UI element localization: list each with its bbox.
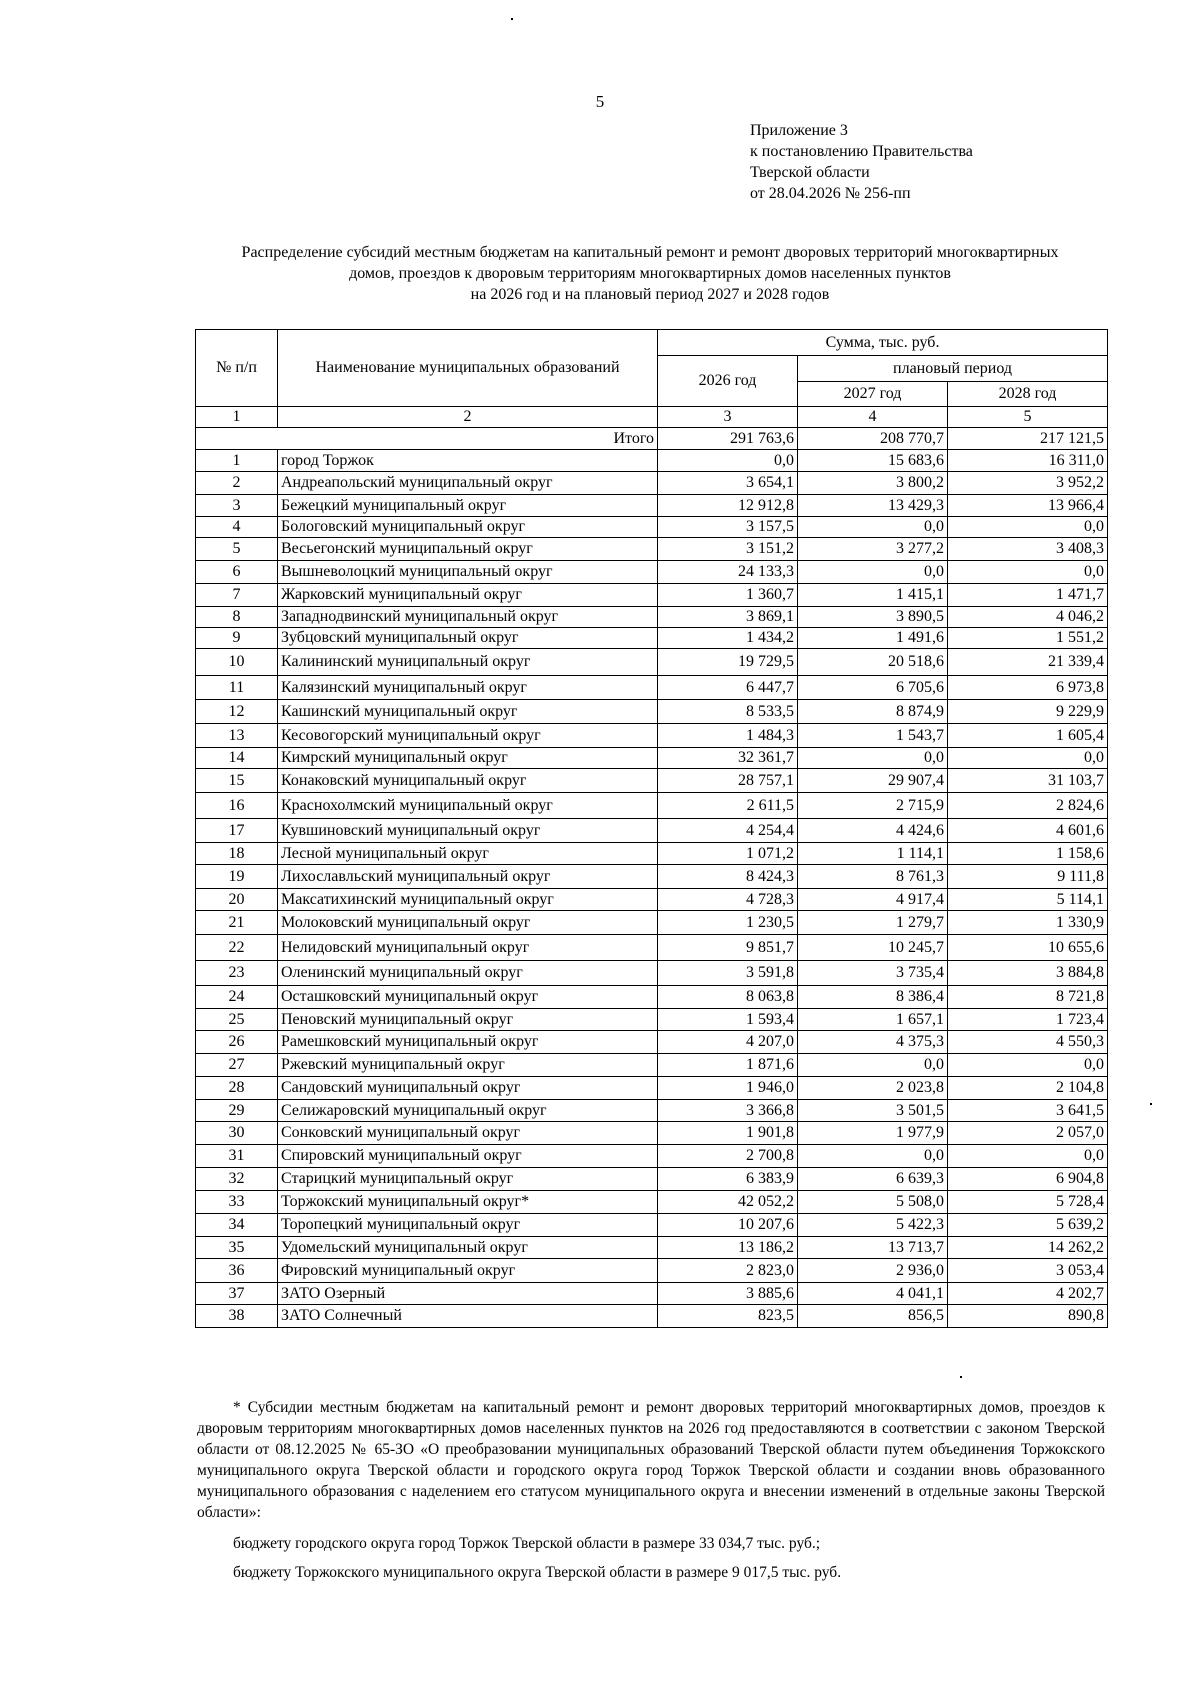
column-number: 2 — [278, 407, 658, 428]
header-name: Наименование муниципальных образований — [278, 330, 658, 407]
table-row — [196, 1145, 1108, 1168]
row-name: Рамешковский муниципальный округ — [278, 1031, 658, 1054]
row-value-2028: 3 408,3 — [948, 538, 1108, 561]
row-value-2028: 3 952,2 — [948, 472, 1108, 495]
row-number: 37 — [196, 1283, 278, 1305]
row-value-2027: 4 917,4 — [798, 889, 948, 911]
row-value-2028: 5 728,4 — [948, 1191, 1108, 1214]
table-body — [196, 428, 1108, 1328]
row-number: 12 — [196, 700, 278, 724]
row-value-2026: 2 823,0 — [658, 1259, 798, 1283]
row-name: Вышневолоцкий муниципальный округ — [278, 561, 658, 584]
row-number: 4 — [196, 517, 278, 538]
row-value-2026: 2 700,8 — [658, 1145, 798, 1168]
row-value-2028: 0,0 — [948, 1054, 1108, 1077]
row-name: Сонковский муниципальный округ — [278, 1122, 658, 1145]
row-value-2027: 1 657,1 — [798, 1009, 948, 1031]
row-name: ЗАТО Солнечный — [278, 1305, 658, 1328]
row-value-2028: 1 723,4 — [948, 1009, 1108, 1031]
title-line: домов, проездов к дворовым территориям многоквартирных домов населенных пунктов — [349, 265, 951, 282]
table-row — [196, 793, 1108, 819]
row-name: Нелидовский муниципальный округ — [278, 935, 658, 961]
row-value-2028: 890,8 — [948, 1305, 1108, 1328]
row-value-2027: 29 907,4 — [798, 769, 948, 793]
header-2027: 2027 год — [798, 382, 948, 407]
row-value-2028: 0,0 — [948, 1145, 1108, 1168]
table-row — [196, 1077, 1108, 1100]
row-value-2028: 2 057,0 — [948, 1122, 1108, 1145]
table-row — [196, 1054, 1108, 1077]
row-value-2028: 3 053,4 — [948, 1259, 1108, 1283]
page-number: 5 — [595, 92, 605, 111]
row-name: Жарковский муниципальный округ — [278, 584, 658, 607]
row-value-2026: 6 383,9 — [658, 1168, 798, 1191]
scan-speck — [511, 18, 513, 20]
header-2026: 2026 год — [658, 356, 798, 407]
row-value-2028: 1 551,2 — [948, 628, 1108, 649]
row-name: Андреапольский муниципальный округ — [278, 472, 658, 495]
row-name: Лихославльский муниципальный округ — [278, 865, 658, 889]
row-value-2028: 1 605,4 — [948, 724, 1108, 748]
appendix-line: Тверской области — [750, 164, 870, 181]
table-row — [196, 584, 1108, 607]
row-name: Зубцовский муниципальный округ — [278, 628, 658, 649]
row-value-2027: 10 245,7 — [798, 935, 948, 961]
row-value-2027: 0,0 — [798, 1145, 948, 1168]
row-value-2026: 2 611,5 — [658, 793, 798, 819]
row-number: 10 — [196, 649, 278, 676]
row-number: 34 — [196, 1214, 278, 1237]
row-name: Бежецкий муниципальный округ — [278, 495, 658, 517]
row-value-2027: 3 800,2 — [798, 472, 948, 495]
row-number: 2 — [196, 472, 278, 495]
column-number-row — [196, 407, 1108, 428]
table-row — [196, 724, 1108, 748]
table-row — [196, 935, 1108, 961]
row-name: Кесовогорский муниципальный округ — [278, 724, 658, 748]
total-2028: 217 121,5 — [948, 428, 1108, 450]
row-value-2028: 1 330,9 — [948, 911, 1108, 935]
row-value-2027: 13 713,7 — [798, 1237, 948, 1259]
row-name: Конаковский муниципальный округ — [278, 769, 658, 793]
row-value-2027: 3 735,4 — [798, 961, 948, 986]
table-row — [196, 1122, 1108, 1145]
row-number: 29 — [196, 1100, 278, 1122]
row-name: Удомельский муниципальный округ — [278, 1237, 658, 1259]
row-value-2026: 3 366,8 — [658, 1100, 798, 1122]
row-value-2027: 8 761,3 — [798, 865, 948, 889]
row-name: Максатихинский муниципальный округ — [278, 889, 658, 911]
row-value-2027: 6 705,6 — [798, 676, 948, 700]
row-number: 23 — [196, 961, 278, 986]
row-value-2026: 1 593,4 — [658, 1009, 798, 1031]
row-value-2028: 3 641,5 — [948, 1100, 1108, 1122]
row-name: Бологовский муниципальный округ — [278, 517, 658, 538]
row-name: Сандовский муниципальный округ — [278, 1077, 658, 1100]
row-value-2026: 6 447,7 — [658, 676, 798, 700]
row-value-2026: 24 133,3 — [658, 561, 798, 584]
row-value-2027: 4 041,1 — [798, 1283, 948, 1305]
row-name: Старицкий муниципальный округ — [278, 1168, 658, 1191]
row-value-2026: 3 885,6 — [658, 1283, 798, 1305]
row-value-2027: 15 683,6 — [798, 450, 948, 472]
row-name: Калининский муниципальный округ — [278, 649, 658, 676]
row-number: 38 — [196, 1305, 278, 1328]
row-number: 15 — [196, 769, 278, 793]
table-row — [196, 607, 1108, 628]
row-number: 3 — [196, 495, 278, 517]
table-row — [196, 1009, 1108, 1031]
column-number: 3 — [658, 407, 798, 428]
table-row — [196, 700, 1108, 724]
row-value-2026: 32 361,7 — [658, 748, 798, 769]
scan-speck — [960, 1376, 962, 1378]
table-row — [196, 628, 1108, 649]
row-value-2028: 1 158,6 — [948, 843, 1108, 865]
row-number: 13 — [196, 724, 278, 748]
row-value-2026: 1 484,3 — [658, 724, 798, 748]
row-name: Весьегонский муниципальный округ — [278, 538, 658, 561]
row-name: Торопецкий муниципальный округ — [278, 1214, 658, 1237]
row-name: Ржевский муниципальный округ — [278, 1054, 658, 1077]
row-value-2027: 8 386,4 — [798, 986, 948, 1009]
row-value-2028: 4 550,3 — [948, 1031, 1108, 1054]
row-value-2028: 5 114,1 — [948, 889, 1108, 911]
column-number: 5 — [948, 407, 1108, 428]
row-value-2027: 3 501,5 — [798, 1100, 948, 1122]
row-number: 21 — [196, 911, 278, 935]
row-value-2027: 8 874,9 — [798, 700, 948, 724]
row-number: 36 — [196, 1259, 278, 1283]
row-value-2027: 13 429,3 — [798, 495, 948, 517]
row-number: 14 — [196, 748, 278, 769]
row-value-2028: 14 262,2 — [948, 1237, 1108, 1259]
row-value-2026: 8 424,3 — [658, 865, 798, 889]
row-value-2028: 2 104,8 — [948, 1077, 1108, 1100]
row-value-2026: 823,5 — [658, 1305, 798, 1328]
row-value-2027: 3 890,5 — [798, 607, 948, 628]
table-row — [196, 1100, 1108, 1122]
scan-speck — [1150, 1103, 1152, 1105]
row-value-2026: 1 071,2 — [658, 843, 798, 865]
row-number: 17 — [196, 819, 278, 843]
row-value-2027: 1 977,9 — [798, 1122, 948, 1145]
row-value-2026: 13 186,2 — [658, 1237, 798, 1259]
table-row — [196, 865, 1108, 889]
row-value-2026: 3 151,2 — [658, 538, 798, 561]
total-label: Итого — [196, 428, 658, 450]
row-value-2028: 9 111,8 — [948, 865, 1108, 889]
row-value-2028: 1 471,7 — [948, 584, 1108, 607]
row-value-2027: 5 422,3 — [798, 1214, 948, 1237]
row-value-2027: 2 023,8 — [798, 1077, 948, 1100]
row-value-2026: 3 869,1 — [658, 607, 798, 628]
row-value-2026: 10 207,6 — [658, 1214, 798, 1237]
row-number: 28 — [196, 1077, 278, 1100]
row-number: 24 — [196, 986, 278, 1009]
row-value-2027: 1 415,1 — [798, 584, 948, 607]
total-2027: 208 770,7 — [798, 428, 948, 450]
row-value-2028: 31 103,7 — [948, 769, 1108, 793]
row-value-2028: 3 884,8 — [948, 961, 1108, 986]
header-2028: 2028 год — [948, 382, 1108, 407]
table-row — [196, 889, 1108, 911]
row-value-2026: 28 757,1 — [658, 769, 798, 793]
row-value-2027: 6 639,3 — [798, 1168, 948, 1191]
row-name: Кимрский муниципальный округ — [278, 748, 658, 769]
table-row — [196, 1259, 1108, 1283]
row-number: 7 — [196, 584, 278, 607]
row-value-2026: 3 157,5 — [658, 517, 798, 538]
title-line: на 2026 год и на плановый период 2027 и 2028 годов — [470, 286, 830, 303]
row-value-2027: 1 543,7 — [798, 724, 948, 748]
table-row — [196, 676, 1108, 700]
row-value-2027: 2 936,0 — [798, 1259, 948, 1283]
appendix-line: Приложение 3 — [750, 122, 848, 139]
row-value-2026: 1 901,8 — [658, 1122, 798, 1145]
row-value-2027: 3 277,2 — [798, 538, 948, 561]
table-row — [196, 649, 1108, 676]
appendix-line: к постановлению Правительства — [750, 143, 973, 160]
table-row — [196, 472, 1108, 495]
row-value-2026: 8 533,5 — [658, 700, 798, 724]
header-planned: плановый период — [798, 356, 1108, 382]
row-value-2026: 1 946,0 — [658, 1077, 798, 1100]
column-number: 4 — [798, 407, 948, 428]
row-name: Пеновский муниципальный округ — [278, 1009, 658, 1031]
row-name: Кувшиновский муниципальный округ — [278, 819, 658, 843]
appendix-block — [750, 120, 973, 204]
footnote-text: * Субсидии местным бюджетам на капитальный ремонт и ремонт дворовых территорий многоквартирных домов, проездов к дворовым территориям многоквартирных домов населенных пунктов на 2026 год предоставляются в соответствии с законом Тверской области от 08.12.2025 № 65-ЗО «О преобразовании муниципальных образований Тверской области путем объединения Торжокского муниципального округа Тверской области и городского округа город Торжок Тверской области и создании вновь образованного муниципального образования с наделением его статусом муниципального округа и внесении изменений в отдельные законы Тверской области»: — [197, 1399, 1105, 1521]
row-number: 11 — [196, 676, 278, 700]
row-number: 9 — [196, 628, 278, 649]
title-line: Распределение субсидий местным бюджетам на капитальный ремонт и ремонт дворовых территорий многоквартирных — [241, 244, 1059, 261]
row-number: 33 — [196, 1191, 278, 1214]
row-value-2028: 0,0 — [948, 561, 1108, 584]
row-value-2027: 0,0 — [798, 1054, 948, 1077]
table-row — [196, 517, 1108, 538]
subsidy-table — [195, 329, 1108, 1328]
row-number: 8 — [196, 607, 278, 628]
table-row — [196, 1168, 1108, 1191]
document-title — [190, 242, 1110, 305]
row-number: 19 — [196, 865, 278, 889]
row-value-2028: 4 046,2 — [948, 607, 1108, 628]
table-row — [196, 1237, 1108, 1259]
row-value-2028: 2 824,6 — [948, 793, 1108, 819]
table-row — [196, 538, 1108, 561]
row-name: Калязинский муниципальный округ — [278, 676, 658, 700]
row-value-2026: 42 052,2 — [658, 1191, 798, 1214]
row-number: 26 — [196, 1031, 278, 1054]
footnote-item: бюджету Торжокского муниципального округа Тверской области в размере 9 017,5 тыс. руб. — [233, 1564, 842, 1581]
row-value-2027: 0,0 — [798, 517, 948, 538]
table-row — [196, 1031, 1108, 1054]
footnote — [197, 1397, 1105, 1583]
row-value-2026: 3 591,8 — [658, 961, 798, 986]
table-row — [196, 769, 1108, 793]
row-value-2028: 0,0 — [948, 748, 1108, 769]
total-row — [196, 428, 1108, 450]
row-number: 27 — [196, 1054, 278, 1077]
row-number: 22 — [196, 935, 278, 961]
row-value-2027: 0,0 — [798, 561, 948, 584]
table-header — [196, 330, 1108, 428]
row-number: 35 — [196, 1237, 278, 1259]
row-value-2028: 4 601,6 — [948, 819, 1108, 843]
row-value-2026: 4 254,4 — [658, 819, 798, 843]
table-row — [196, 748, 1108, 769]
row-value-2026: 0,0 — [658, 450, 798, 472]
row-value-2026: 12 912,8 — [658, 495, 798, 517]
row-name: Спировский муниципальный округ — [278, 1145, 658, 1168]
row-number: 18 — [196, 843, 278, 865]
row-value-2026: 1 434,2 — [658, 628, 798, 649]
row-value-2027: 856,5 — [798, 1305, 948, 1328]
row-value-2026: 1 230,5 — [658, 911, 798, 935]
row-value-2027: 2 715,9 — [798, 793, 948, 819]
row-value-2026: 4 728,3 — [658, 889, 798, 911]
total-2026: 291 763,6 — [658, 428, 798, 450]
row-value-2027: 20 518,6 — [798, 649, 948, 676]
header-num: № п/п — [196, 330, 278, 407]
row-value-2028: 4 202,7 — [948, 1283, 1108, 1305]
row-number: 5 — [196, 538, 278, 561]
row-name: ЗАТО Озерный — [278, 1283, 658, 1305]
header-sum: Сумма, тыс. руб. — [658, 330, 1108, 356]
row-value-2026: 1 871,6 — [658, 1054, 798, 1077]
table-row — [196, 961, 1108, 986]
table-row — [196, 911, 1108, 935]
row-number: 6 — [196, 561, 278, 584]
row-value-2028: 13 966,4 — [948, 495, 1108, 517]
row-name: Торжокский муниципальный округ* — [278, 1191, 658, 1214]
row-value-2028: 21 339,4 — [948, 649, 1108, 676]
row-name: Оленинский муниципальный округ — [278, 961, 658, 986]
row-value-2026: 9 851,7 — [658, 935, 798, 961]
row-value-2026: 8 063,8 — [658, 986, 798, 1009]
row-name: Молоковский муниципальный округ — [278, 911, 658, 935]
row-value-2027: 5 508,0 — [798, 1191, 948, 1214]
row-value-2027: 0,0 — [798, 748, 948, 769]
column-number: 1 — [196, 407, 278, 428]
appendix-date-line: от 28.04.2026 № 256-пп — [750, 185, 911, 202]
row-name: Фировский муниципальный округ — [278, 1259, 658, 1283]
table-row — [196, 1214, 1108, 1237]
row-value-2028: 5 639,2 — [948, 1214, 1108, 1237]
row-value-2027: 4 375,3 — [798, 1031, 948, 1054]
row-value-2028: 9 229,9 — [948, 700, 1108, 724]
table-row — [196, 1283, 1108, 1305]
row-number: 16 — [196, 793, 278, 819]
row-value-2028: 6 904,8 — [948, 1168, 1108, 1191]
row-number: 20 — [196, 889, 278, 911]
table-row — [196, 450, 1108, 472]
table-row — [196, 819, 1108, 843]
row-number: 25 — [196, 1009, 278, 1031]
footnote-item: бюджету городского округа город Торжок Тверской области в размере 33 034,7 тыс. руб.; — [233, 1535, 821, 1552]
table-row — [196, 843, 1108, 865]
table-row — [196, 495, 1108, 517]
row-value-2028: 8 721,8 — [948, 986, 1108, 1009]
row-name: Кашинский муниципальный округ — [278, 700, 658, 724]
table-row — [196, 1191, 1108, 1214]
row-number: 31 — [196, 1145, 278, 1168]
row-number: 32 — [196, 1168, 278, 1191]
row-name: город Торжок — [278, 450, 658, 472]
row-name: Селижаровский муниципальный округ — [278, 1100, 658, 1122]
row-name: Лесной муниципальный округ — [278, 843, 658, 865]
row-name: Краснохолмский муниципальный округ — [278, 793, 658, 819]
row-value-2028: 6 973,8 — [948, 676, 1108, 700]
row-value-2027: 1 491,6 — [798, 628, 948, 649]
row-value-2027: 1 114,1 — [798, 843, 948, 865]
row-value-2027: 1 279,7 — [798, 911, 948, 935]
row-number: 1 — [196, 450, 278, 472]
table-row — [196, 986, 1108, 1009]
row-value-2028: 10 655,6 — [948, 935, 1108, 961]
row-name: Осташковский муниципальный округ — [278, 986, 658, 1009]
table-row — [196, 1305, 1108, 1328]
row-number: 30 — [196, 1122, 278, 1145]
row-name: Западнодвинский муниципальный округ — [278, 607, 658, 628]
row-value-2026: 3 654,1 — [658, 472, 798, 495]
row-value-2026: 4 207,0 — [658, 1031, 798, 1054]
table-row — [196, 561, 1108, 584]
row-value-2028: 0,0 — [948, 517, 1108, 538]
row-value-2026: 1 360,7 — [658, 584, 798, 607]
row-value-2028: 16 311,0 — [948, 450, 1108, 472]
row-value-2027: 4 424,6 — [798, 819, 948, 843]
row-value-2026: 19 729,5 — [658, 649, 798, 676]
